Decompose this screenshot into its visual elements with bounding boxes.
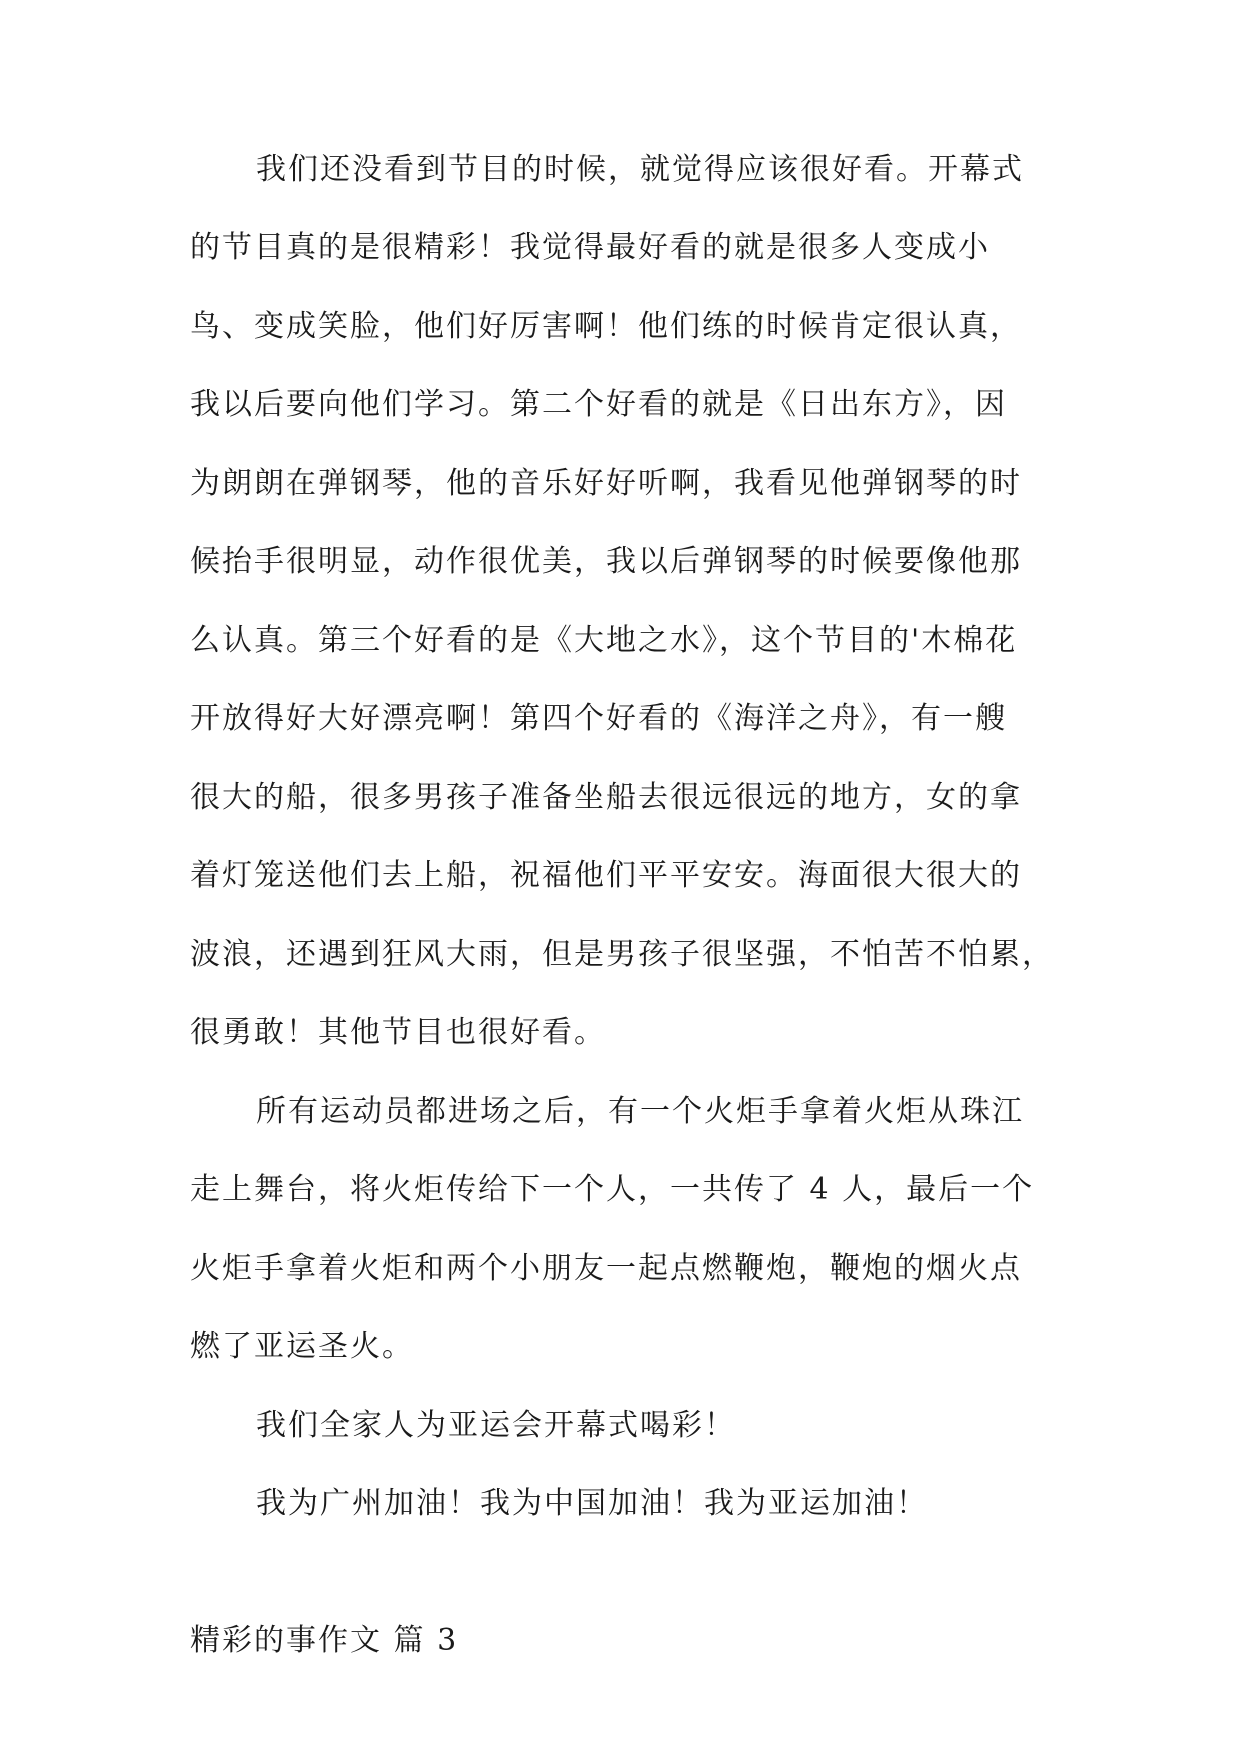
paragraph-1-line-6: 候抬手很明显，动作很优美，我以后弹钢琴的时候要像他那 [190, 544, 1022, 579]
paragraph-1-line-12: 很勇敢！其他节目也很好看。 [190, 1015, 606, 1050]
paragraph-2-line-1: 所有运动员都进场之后，有一个火炬手拿着火炬从珠江 [256, 1094, 1024, 1129]
paragraph-1-line-1: 我们还没看到节目的时候，就觉得应该很好看。开幕式 [256, 152, 1024, 187]
paragraph-1-line-9: 很大的船，很多男孩子准备坐船去很远很远的地方，女的拿 [190, 780, 1022, 815]
paragraph-2-line-4: 燃了亚运圣火。 [190, 1329, 414, 1364]
paragraph-4-line-1: 我为广州加油！我为中国加油！我为亚运加油！ [256, 1486, 928, 1521]
paragraph-1-line-8: 开放得好大好漂亮啊！第四个好看的《海洋之舟》，有一艘 [190, 701, 1007, 736]
paragraph-1-line-10: 着灯笼送他们去上船，祝福他们平平安安。海面很大很大的 [190, 858, 1022, 893]
paragraph-2-line-3: 火炬手拿着火炬和两个小朋友一起点燃鞭炮，鞭炮的烟火点 [190, 1251, 1022, 1286]
paragraph-1-line-4: 我以后要向他们学习。第二个好看的就是《日出东方》，因 [190, 387, 1007, 422]
paragraph-2-line-2: 走上舞台，将火炬传给下一个人，一共传了 4 人，最后一个 [190, 1172, 1035, 1207]
paragraph-1-line-5: 为朗朗在弹钢琴，他的音乐好好听啊，我看见他弹钢琴的时 [190, 466, 1022, 501]
paragraph-1-line-2: 的节目真的是很精彩！我觉得最好看的就是很多人变成小 [190, 230, 990, 265]
paragraph-3-line-1: 我们全家人为亚运会开幕式喝彩！ [256, 1408, 736, 1443]
section-heading: 精彩的事作文 篇 3 [190, 1623, 459, 1658]
paragraph-1-line-11: 波浪，还遇到狂风大雨，但是男孩子很坚强，不怕苦不怕累， [190, 937, 1054, 972]
paragraph-1-line-3: 鸟、变成笑脸，他们好厉害啊！他们练的时候肯定很认真， [190, 309, 1022, 344]
paragraph-1-line-7: 么认真。第三个好看的是《大地之水》，这个节目的'木棉花 [190, 623, 1018, 658]
